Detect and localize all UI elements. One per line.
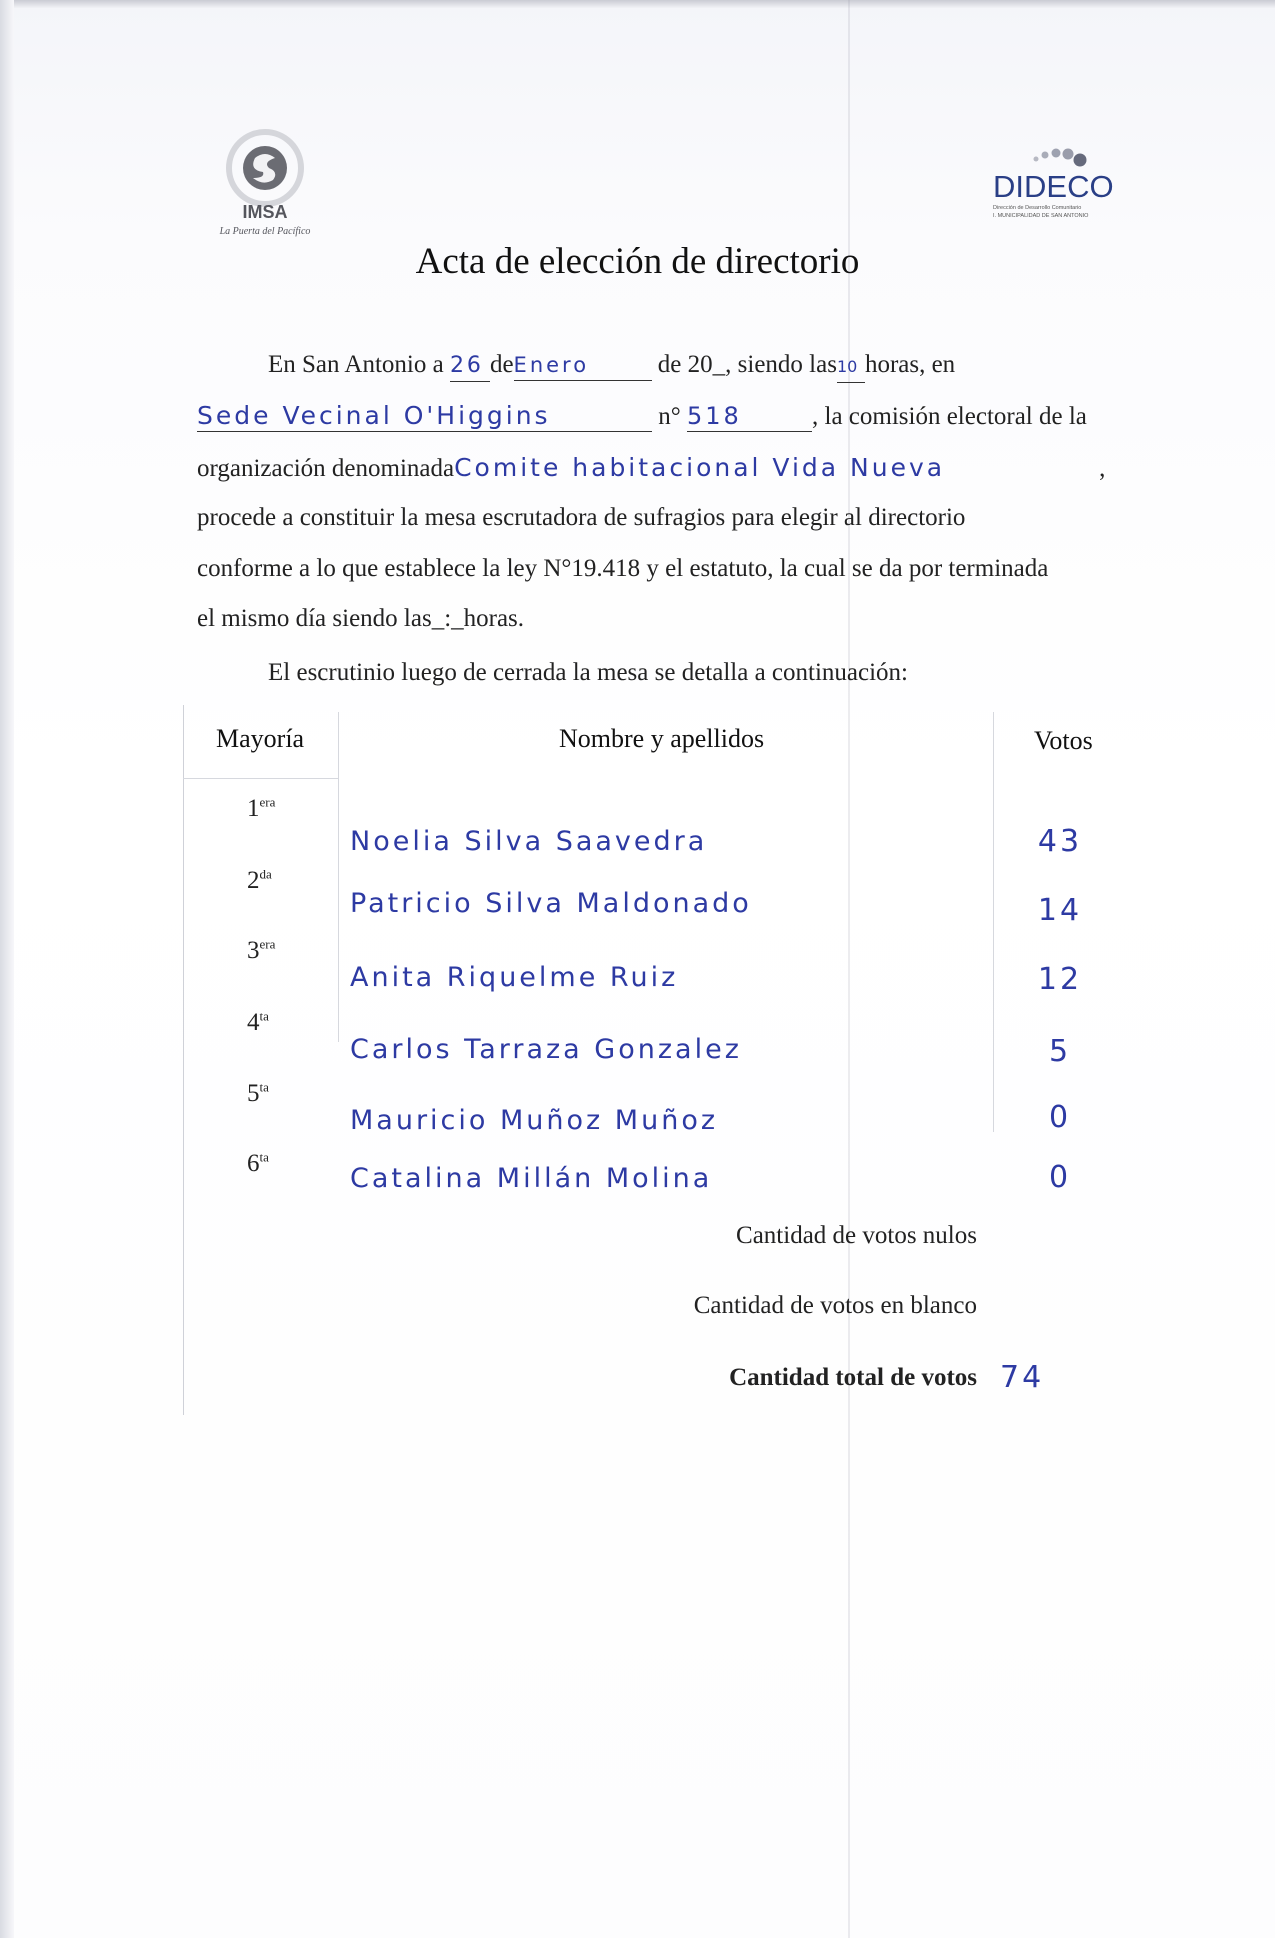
scan-edge-top [0,0,1275,8]
rank-label: $4^{ta}$ [247,1008,269,1036]
intro-line-2 [197,401,1087,432]
table-border-left [183,705,184,1415]
dideco-logo [988,145,1123,225]
intro-text: En San Antonio a [268,351,444,378]
imsa-logo [205,128,325,238]
scan-edge-left [0,0,14,1938]
candidate-name: Carlos Tarraza Gonzalez [350,1034,742,1065]
null-votes-label: Cantidad de votos nulos [736,1222,977,1249]
intro-text: de [489,351,514,378]
intro-line-1 [268,350,955,383]
intro-line-7: El escrutinio luego de cerrada la mesa se detalla a continuación: [268,659,909,686]
intro-line-5: conforme a lo que establece la ley N°19.418 y el estatuto, la cual se da por terminada [197,555,1049,582]
total-votes-label: Cantidad total de votos [729,1364,977,1391]
org-field: Comite habitacional Vida Nueva [454,453,946,482]
svg-text:La Puerta del Pacífico: La Puerta del Pacífico [219,226,311,237]
candidate-votes: 0 [1048,1100,1072,1135]
candidate-name: Noelia Silva Saavedra [350,826,708,857]
candidate-name: Patricio Silva Maldonado [350,888,752,919]
month-field: Enero [514,350,652,381]
document-title: Acta de elección de directorio [415,241,860,282]
intro-text: n° [658,403,681,430]
column-header-rank: Mayoría [216,724,305,753]
svg-text:DIDECO: DIDECO [993,169,1114,204]
candidate-votes: 12 [1037,962,1083,997]
candidate-name: Catalina Millán Molina [350,1163,713,1194]
svg-text:Dirección de Desarrollo Comuni: Dirección de Desarrollo Comunitario [993,205,1082,211]
day-field: 26 [450,351,490,382]
table-column-separator [993,712,994,1132]
svg-text:I. MUNICIPALIDAD DE SAN ANTONI: I. MUNICIPALIDAD DE SAN ANTONIO [993,213,1089,219]
intro-line-6: el mismo día siendo las_:_horas. [197,605,525,632]
intro-line-4: procede a constituir la mesa escrutadora de sufragios para elegir al directorio [197,504,966,531]
intro-text: , la comisión electoral de la [812,403,1087,430]
candidate-votes: 43 [1037,824,1083,859]
rank-label: $1^{era}$ [247,794,276,822]
table-column-separator [338,712,339,1042]
candidate-name: Mauricio Muñoz Muñoz [350,1105,719,1136]
svg-text:IMSA: IMSA [242,202,288,222]
intro-text: organización denominada [197,455,455,482]
intro-text: horas, en [864,351,956,378]
rank-label: $6^{ta}$ [247,1149,269,1177]
candidate-name: Anita Riquelme Ruiz [350,962,679,993]
candidate-votes: 14 [1037,893,1083,928]
rank-label: $5^{ta}$ [247,1079,269,1107]
rank-label: $3^{era}$ [247,936,276,964]
intro-text: de 20_, siendo las [657,351,837,378]
intro-text: , [1099,455,1106,482]
place-field: Sede Vecinal O'Higgins [197,401,652,432]
number-field: 518 [687,401,812,432]
column-header-votes: Votos [1034,726,1093,755]
blank-votes-label: Cantidad de votos en blanco [693,1292,977,1319]
table-header-rule [183,778,338,779]
candidate-votes: 5 [1048,1034,1072,1069]
paper-fold-line [848,0,850,1938]
intro-line-3 [197,453,1105,484]
column-header-name: Nombre y apellidos [559,724,765,753]
hour-field: 10 [837,352,865,383]
total-votes-value: 74 [1000,1360,1045,1395]
rank-label: $2^{da}$ [247,866,272,894]
candidate-votes: 0 [1048,1160,1072,1195]
